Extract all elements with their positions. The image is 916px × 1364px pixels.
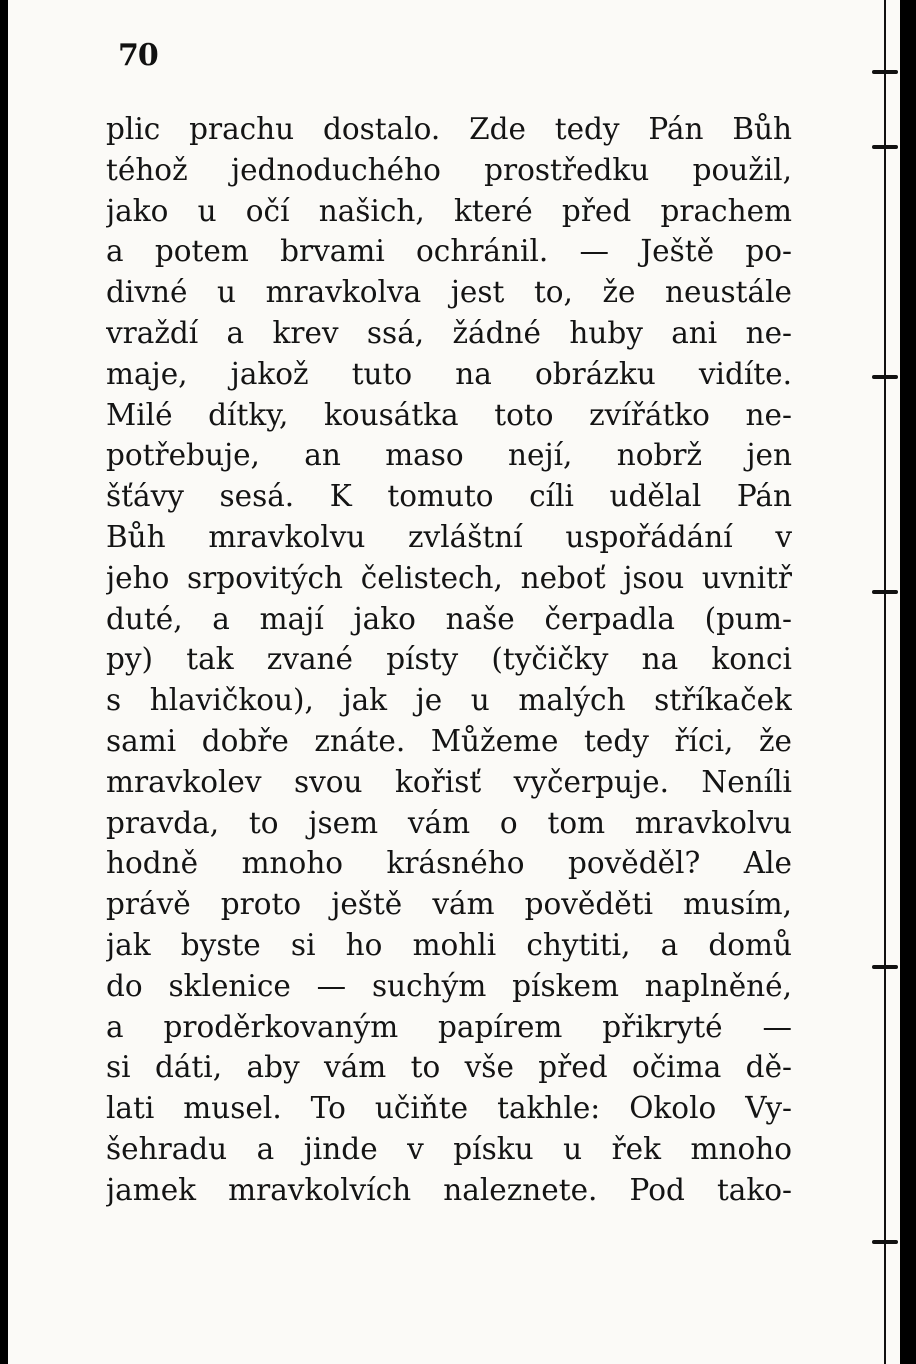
text-line: s hlavičkou), jak je u malých stříkaček — [106, 683, 792, 718]
text-line: jak byste si ho mohli chytiti, a domů — [106, 927, 792, 962]
text-line: a potem brvami ochránil. — Ještě po- — [106, 234, 792, 269]
text-line: py) tak zvané písty (tyčičky na konci — [106, 642, 792, 677]
text-line: Milé dítky, kousátka toto zvířátko ne- — [106, 397, 792, 432]
text-line: maje, jakož tuto na obrázku vidíte. — [106, 356, 792, 391]
binding-mark — [872, 965, 898, 969]
text-line: do sklenice — suchým pískem naplněné, — [106, 968, 792, 1003]
binding-mark — [872, 1240, 898, 1244]
text-line: téhož jednoduchého prostředku použil, — [106, 152, 792, 187]
text-line: divné u mravkolva jest to, že neustále — [106, 275, 792, 310]
scan-border-right — [900, 0, 916, 1364]
text-line: šťávy sesá. K tomuto cíli udělal Pán — [106, 479, 792, 514]
binding-mark — [872, 375, 898, 379]
binding-mark — [872, 145, 898, 149]
text-line: šehradu a jinde v písku u řek mnoho — [106, 1131, 792, 1166]
page-number: 70 — [118, 38, 158, 73]
binding-rule — [884, 0, 886, 1364]
text-line: hodně mnoho krásného pověděl? Ale — [106, 846, 792, 881]
text-line: duté, a mají jako naše čerpadla (pum- — [106, 601, 792, 636]
text-line: jako u očí našich, které před prachem — [106, 193, 792, 228]
text-line: lati musel. To učiňte takhle: Okolo Vy- — [106, 1091, 792, 1126]
text-line: mravkolev svou kořisť vyčerpuje. Neníli — [106, 764, 792, 799]
text-line: si dáti, aby vám to vše před očima dě- — [106, 1050, 792, 1085]
text-line: pravda, to jsem vám o tom mravkolvu — [106, 805, 792, 840]
text-line: vraždí a krev ssá, žádné huby ani ne- — [106, 315, 792, 350]
binding-mark — [872, 590, 898, 594]
text-line: jamek mravkolvích naleznete. Pod tako- — [106, 1172, 792, 1207]
binding-mark — [872, 70, 898, 74]
text-line: potřebuje, an maso nejí, nobrž jen — [106, 438, 792, 473]
text-line: plic prachu dostalo. Zde tedy Pán Bůh — [106, 112, 792, 146]
text-line: sami dobře znáte. Můžeme tedy říci, že — [106, 723, 792, 758]
text-line: jeho srpovitých čelistech, neboť jsou uvnitř — [106, 560, 792, 595]
text-line: právě proto ještě vám pověděti musím, — [106, 887, 792, 922]
body-text — [106, 109, 792, 1211]
text-line: a proděrkovaným papírem přikryté — — [106, 1009, 792, 1044]
text-line: Bůh mravkolvu zvláštní uspořádání v — [106, 519, 792, 554]
